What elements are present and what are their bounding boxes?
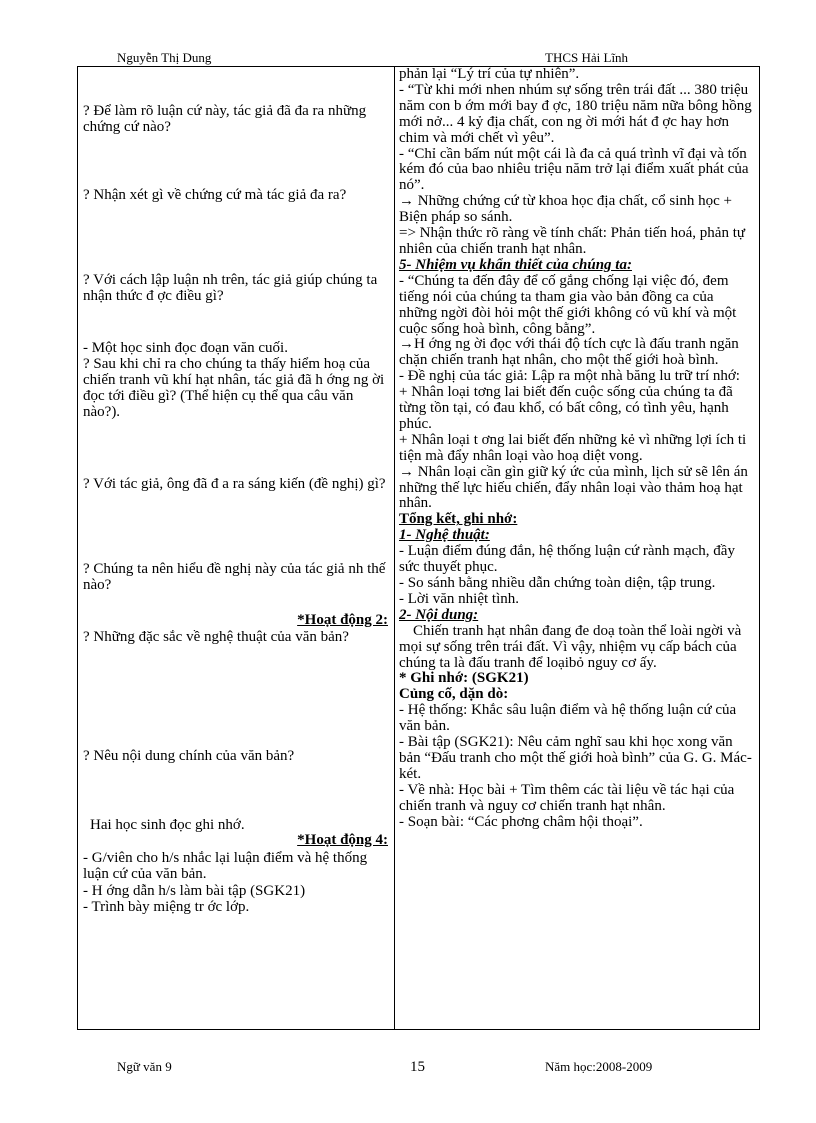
section-5-heading: 5- Nhiệm vụ khẩn thiết của chúng ta: [399,256,632,273]
summary-heading: Tổng kết, ghi nhớ: [399,511,518,528]
activity-4-item-2: - H ớng dẫn h/s làm bài tập (SGK21) [83,883,306,899]
content-heading: 2- Nội dung: [399,606,479,623]
footer-page-number: 15 [410,1059,425,1075]
activity-4-item-3: - Trình bày miệng tr ớc lớp. [83,899,250,915]
content-line: - “Chỉ cần bấm nút một cái là đa cả quá trình vĩ đại và tốn kém đó của bao nhiêu triệu năm trở lại điểm xuất phát của nó”. [399,145,749,194]
question-1: ? Để làm rõ luận cứ này, tác giả đã đa ra những chứng cứ nào? [83,103,367,135]
content-line: - Lời văn nhiệt tình. [399,590,519,607]
content-column [399,67,755,1027]
question-2: ? Nhận xét gì về chứng cứ mà tác giả đa ra? [83,187,347,203]
art-heading: 1- Nghệ thuật: [399,527,490,544]
content-line: - Đề nghị của tác giả: Lập ra một nhà băng lu trữ trí nhớ: [399,368,740,385]
content-line: → Nhân loại cần gìn giữ ký ức của mình, lịch sử sẽ lên án những thế lực hiếu chiến, đẩy nhân loại vào thảm hoạ hạt nhân. [399,463,748,512]
question-5: ? Với tác giả, ông đã đ a ra sáng kiến (đề nghị) gì? [83,476,386,492]
consolidation-heading: Củng cố, dặn dò: [399,686,509,703]
content-line: - Soạn bài: “Các phơng châm hội thoại”. [399,813,643,830]
content-line: - “Chúng ta đến đây để cố gắng chống lại việc đó, đem tiếng nói của chúng ta tham gia vào bản đồng ca của những ngời đòi hỏi một thế giới không có vũ khí và một cuộc sống hoà bình, công bằng”. [399,272,737,337]
content-line: + Nhân loại tơng lai biết đến cuộc sống của chúng ta đã từng tồn tại, có đau khổ, có bất công, có tình yêu, hạnh phúc. [399,384,733,432]
content-line: => Nhận thức rõ ràng về tính chất: Phản tiến hoá, phản tự nhiên của chiến tranh hạt nhân. [399,225,746,257]
question-3: ? Với cách lập luận nh trên, tác giả giúp chúng ta nhận thức đ ợc điều gì? [83,272,378,304]
content-line: - Luận điểm đúng đắn, hệ thống luận cứ rành mạch, đầy sức thuyết phục. [399,543,735,576]
header-author: Nguyễn Thị Dung [117,50,212,65]
content-line: - So sánh bằng nhiều dẫn chứng toàn diện, tập trung. [399,575,716,591]
instruction-memo: Hai học sinh đọc ghi nhớ. [90,817,245,833]
content-line: - “Từ khi mới nhen nhúm sự sống trên trái đất ... 380 triệu năm con b ớm mới bay đ ợc, 180 triệu năm nữa bông hồng mới nở... 4 kỷ địa chất, con ng ời mới hát đ ợc hay hơn chim và mới chết vì yêu”. [399,81,752,146]
footer-subject: Ngữ văn 9 [117,1059,172,1074]
content-line: → Những chứng cứ từ khoa học địa chất, cổ sinh học + Biện pháp so sánh. [399,193,732,226]
content-line: - Hệ thống: Khắc sâu luận điểm và hệ thống luận cứ của văn bản. [399,702,737,735]
content-line: + Nhân loại t ơng lai biết đến những kẻ vì những lợi ích ti tiện mà đẩy nhân loại vào hoạ diệt vong. [399,431,747,464]
question-6: ? Chúng ta nên hiểu đề nghị này của tác giả nh thế nào? [83,561,386,593]
activity-4-item-1: - G/viên cho h/s nhắc lại luận điểm và hệ thống luận cứ của văn bản. [83,850,368,882]
header-school: THCS Hải Lĩnh [545,50,629,65]
question-8: ? Nêu nội dung chính của văn bản? [83,748,295,764]
instruction-read: - Một học sinh đọc đoạn văn cuối. [83,340,288,356]
memo-line: * Ghi nhớ: (SGK21) [399,670,529,687]
content-line: phản lại “Lý trí của tự nhiên”. [399,67,580,82]
question-7: ? Những đặc sắc về nghệ thuật của văn bản? [83,629,349,645]
activity-4-heading: *Hoạt động 4: [297,832,388,848]
content-line: →H ớng ng ời đọc với thái độ tích cực là đấu tranh ngăn chặn chiến tranh hạt nhân, cho một thế giới hoà bình. [399,336,739,369]
footer-school-year: Năm học:2008-2009 [545,1059,653,1074]
content-line: - Về nhà: Học bài + Tìm thêm các tài liệu về tác hại của chiến tranh và nguy cơ chiến tranh hạt nhân. [399,781,735,814]
content-line: Chiến tranh hạt nhân đang đe doạ toàn thể loài ngời và mọi sự sống trên trái đất. Vì vậy, nhiệm vụ cấp bách của chúng ta là đấu tranh để loạibỏ nguy cơ ấy. [399,622,742,671]
content-line: - Bài tập (SGK21): Nêu cảm nghĩ sau khi học xong văn bản “Đấu tranh cho một thế giới hoà bình” của G. G. Mác-két. [399,734,752,782]
question-4: ? Sau khi chỉ ra cho chúng ta thấy hiểm hoạ của chiến tranh vũ khí hạt nhân, tác giả đã h ớng ng ời đọc tới điều gì? (Thể hiện cụ thể qua câu văn nào?). [83,356,385,420]
teacher-activities-column [83,67,388,1027]
activity-2-heading: *Hoạt động 2: [297,612,388,628]
column-divider [394,67,395,1030]
